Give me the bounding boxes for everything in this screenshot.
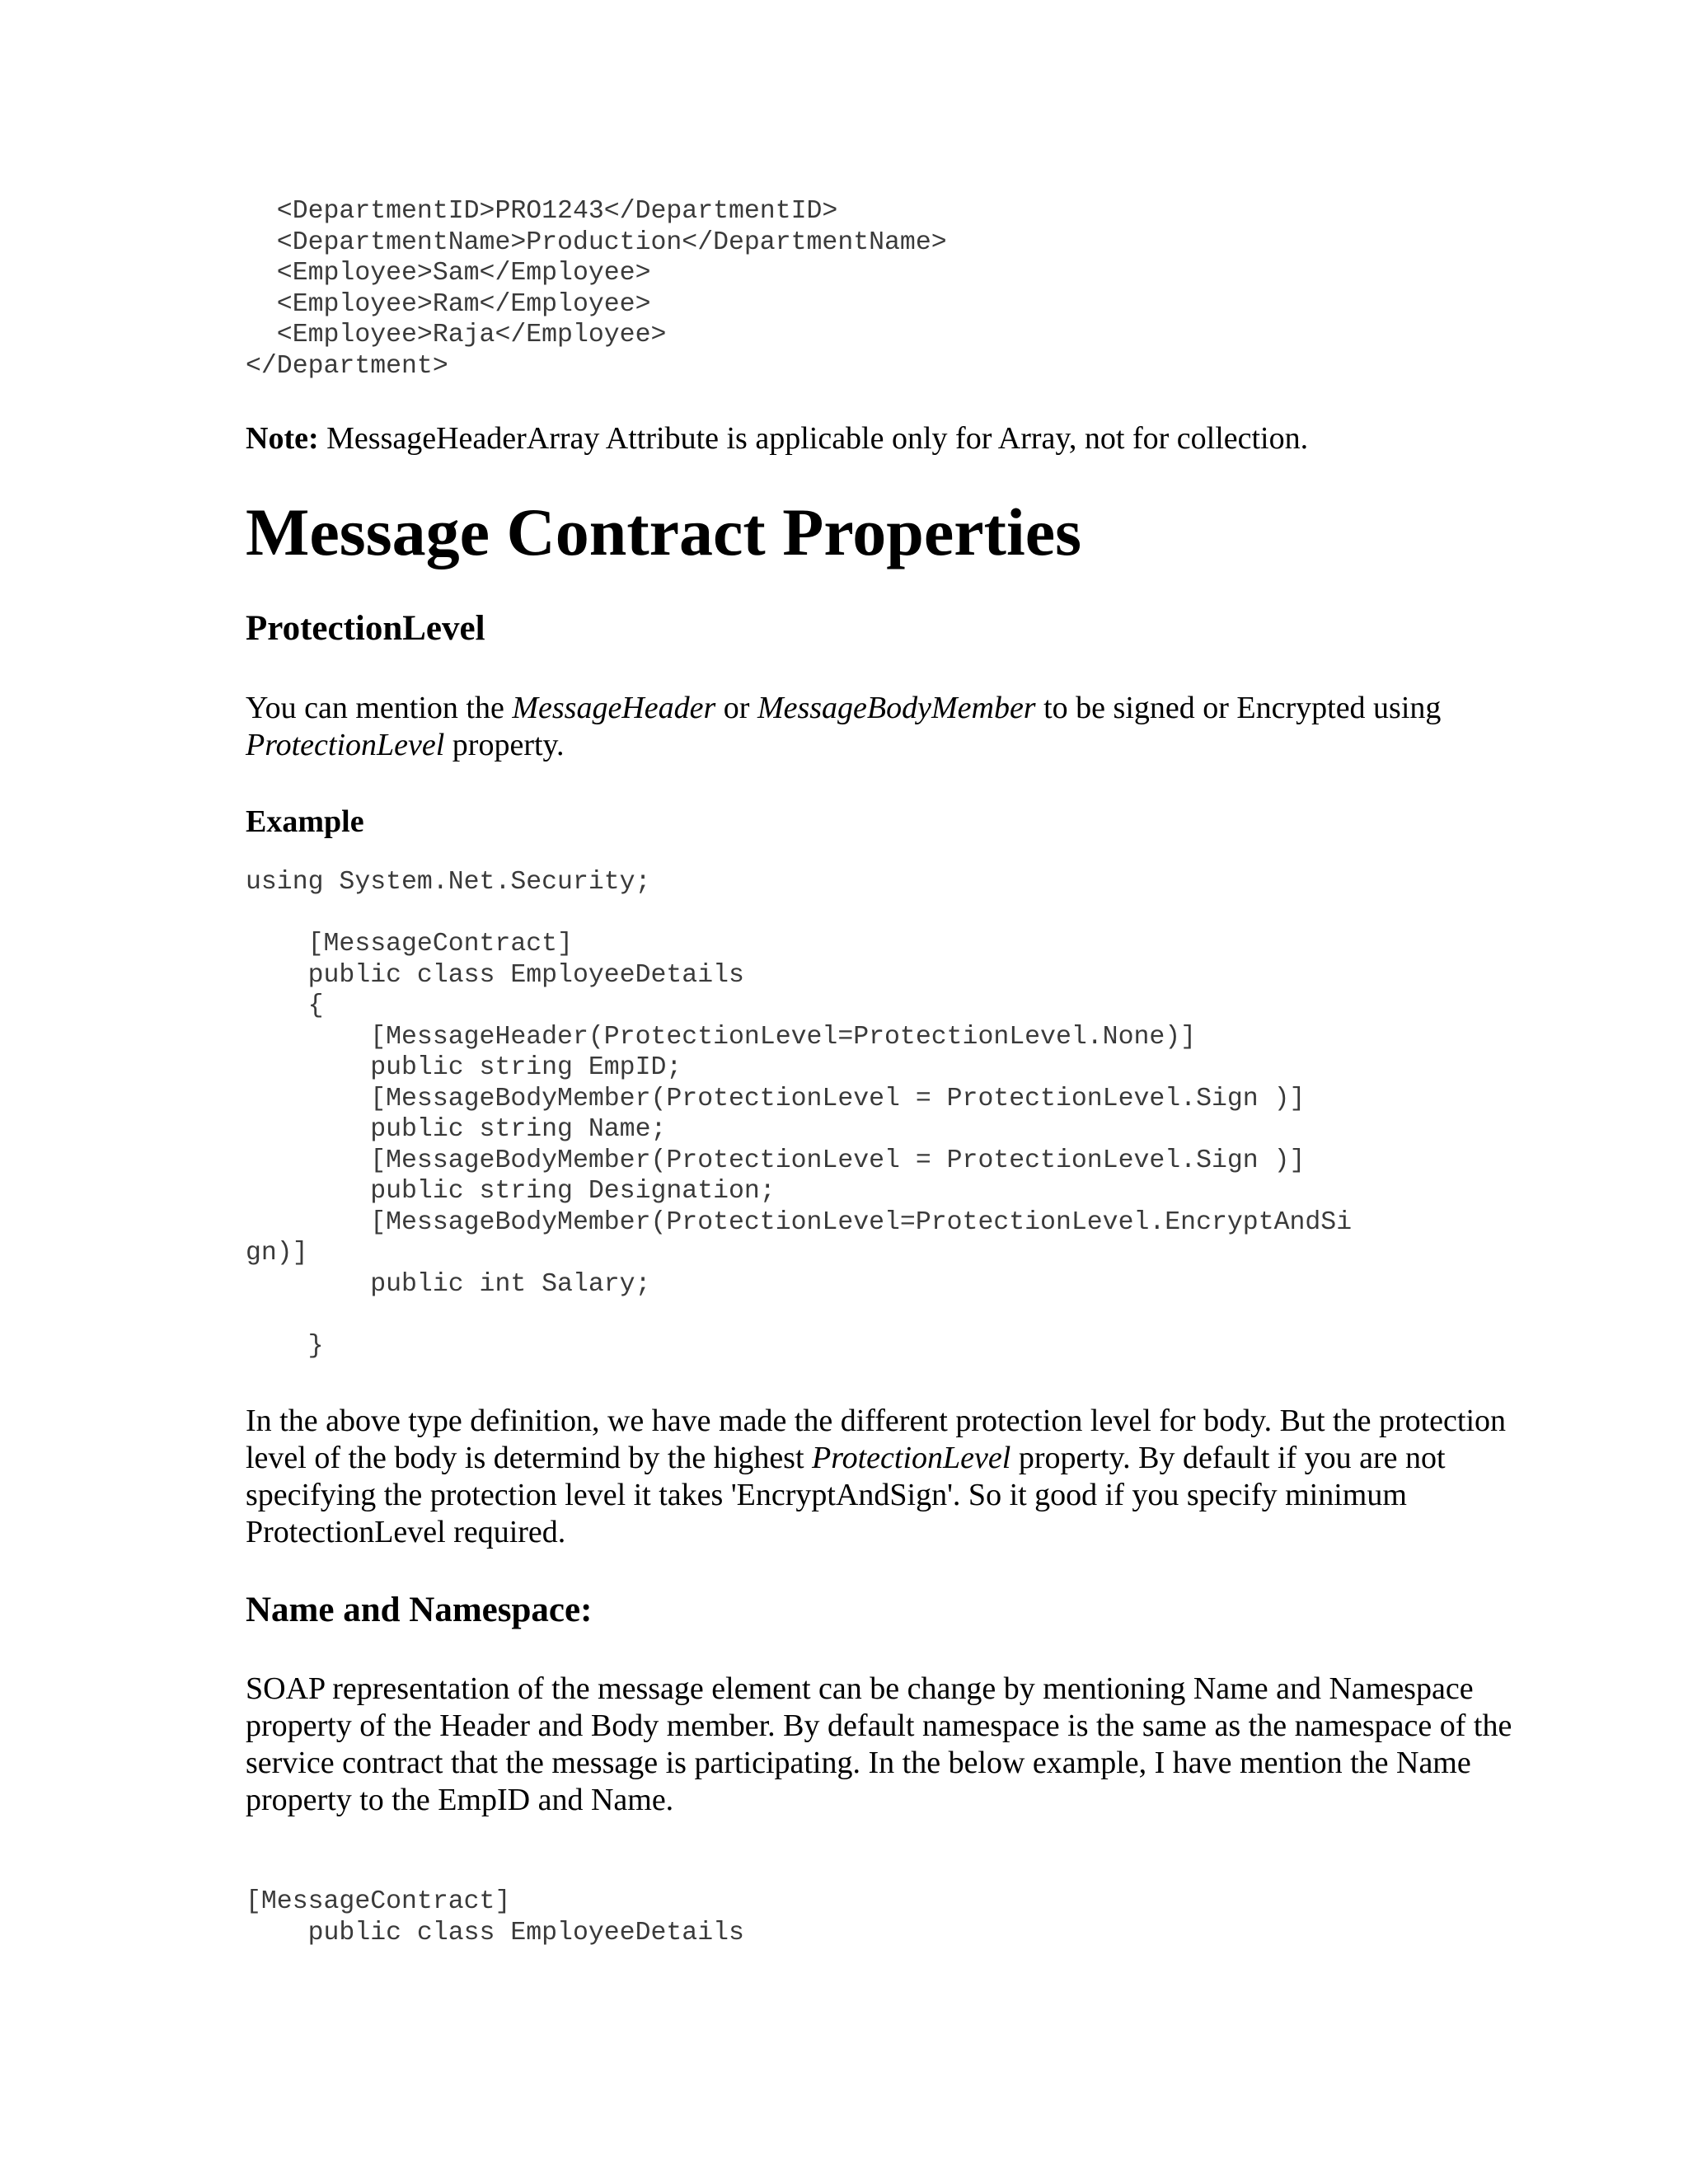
name-namespace-text: SOAP representation of the message element can be change by mentioning Name and Namespace property of the Header and Body member. By default namespace is the same as the namespace of the service contract that the message is participating. In the below example, I have mention the Name property to the EmpID and Name. bbox=[246, 1671, 1512, 1817]
explanation-text-1: In the above type definition, we have made the different protection level for body. But the protection level of the body is determind by the highest bbox=[246, 1404, 1506, 1475]
section-heading-protection-level: ProtectionLevel bbox=[246, 609, 485, 648]
csharp-code-block bbox=[246, 867, 1352, 1361]
code-line: </Department> bbox=[246, 351, 448, 381]
code-line: public string Designation; bbox=[246, 1177, 776, 1206]
intro-text-2: or bbox=[715, 691, 757, 725]
code-line bbox=[246, 1300, 1352, 1331]
code-line: { bbox=[246, 991, 324, 1020]
xml-code-block bbox=[246, 196, 947, 382]
intro-em-message-header: MessageHeader bbox=[512, 691, 716, 725]
code-line: [MessageContract] bbox=[246, 930, 573, 958]
protection-level-intro bbox=[246, 690, 1531, 764]
code-line: } bbox=[246, 1331, 324, 1361]
code-line: [MessageBodyMember(ProtectionLevel = ProtectionLevel.Sign )] bbox=[246, 1084, 1306, 1113]
code-line: <DepartmentID>PRO1243</DepartmentID> bbox=[246, 197, 838, 226]
section-heading-name-namespace: Name and Namespace: bbox=[246, 1591, 593, 1629]
code-line: <DepartmentName>Production</DepartmentName> bbox=[246, 227, 947, 257]
code-line: [MessageHeader(ProtectionLevel=ProtectionLevel.None)] bbox=[246, 1022, 1197, 1052]
note-paragraph bbox=[246, 420, 1531, 457]
code-line: public string Name; bbox=[246, 1115, 667, 1144]
page-title: Message Contract Properties bbox=[246, 494, 1082, 569]
name-namespace-paragraph bbox=[246, 1671, 1531, 1819]
example-heading: Example bbox=[246, 804, 364, 839]
code-line: public string EmpID; bbox=[246, 1053, 682, 1082]
intro-text-4: property. bbox=[444, 728, 565, 762]
intro-text-1: You can mention the bbox=[246, 691, 513, 725]
code-line: gn)] bbox=[246, 1239, 308, 1268]
code-line: [MessageBodyMember(ProtectionLevel = ProtectionLevel.Sign )] bbox=[246, 1146, 1306, 1175]
intro-text-3: to be signed or Encrypted using bbox=[1035, 691, 1442, 725]
intro-em-message-body-member: MessageBodyMember bbox=[757, 691, 1036, 725]
explanation-text-2: property. By default if you are not specifying the protection level it takes 'EncryptAndSign'. So it good if you specify minimum ProtectionLevel required. bbox=[246, 1441, 1446, 1549]
csharp-code-block-bottom bbox=[246, 1886, 744, 1948]
code-line: public class EmployeeDetails bbox=[246, 960, 744, 990]
code-line bbox=[246, 898, 1352, 930]
code-line: [MessageBodyMember(ProtectionLevel=ProtectionLevel.EncryptAndSi bbox=[246, 1207, 1353, 1237]
note-text: MessageHeaderArray Attribute is applicable only for Array, not for collection. bbox=[318, 421, 1309, 456]
intro-em-protection-level: ProtectionLevel bbox=[246, 728, 445, 762]
code-line: public class EmployeeDetails bbox=[246, 1918, 744, 1947]
code-line: <Employee>Raja</Employee> bbox=[246, 321, 667, 349]
code-line: public int Salary; bbox=[246, 1269, 651, 1299]
code-line: [MessageContract] bbox=[246, 1887, 511, 1916]
explanation-paragraph bbox=[246, 1403, 1531, 1551]
explanation-em-protection-level: ProtectionLevel bbox=[812, 1441, 1011, 1475]
note-label: Note: bbox=[246, 421, 319, 456]
code-line: <Employee>Ram</Employee> bbox=[246, 289, 651, 319]
code-line: <Employee>Sam</Employee> bbox=[246, 259, 651, 288]
code-line: using System.Net.Security; bbox=[246, 868, 651, 897]
